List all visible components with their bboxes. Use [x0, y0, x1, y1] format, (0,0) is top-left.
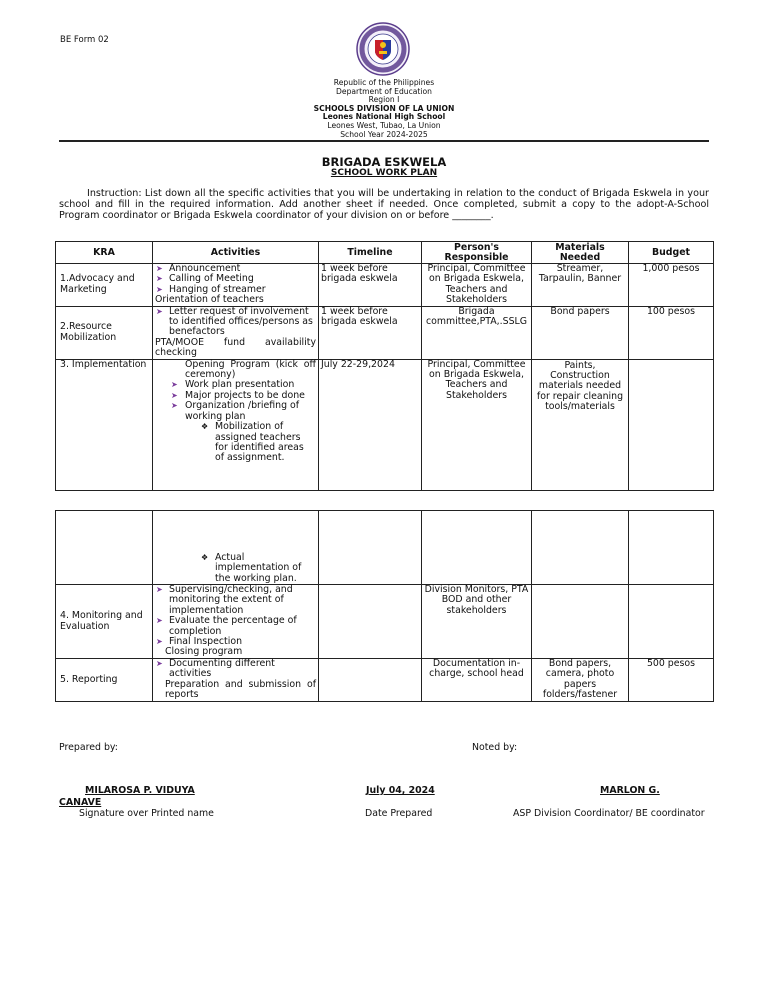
materials-cell: Bond papers, camera, photo papers folders/fastener — [532, 659, 629, 702]
timeline-cell: 1 week before brigada eskwela — [319, 306, 422, 359]
table-row — [56, 306, 714, 359]
table-header-row — [56, 242, 714, 264]
col-header-materials: Materials Needed — [532, 242, 629, 264]
noted-by-label: Noted by: — [472, 742, 518, 753]
list-item — [155, 422, 316, 464]
activity-text: Organization /briefing of working plan — [185, 400, 300, 422]
person-cell: Division Monitors, PTA BOD and other stakeholders — [422, 585, 532, 659]
activity-text: Work plan presentation — [185, 379, 295, 391]
page-subtitle: SCHOOL WORK PLAN — [330, 168, 438, 178]
kra-cell: 1.Advocacy and Marketing — [56, 264, 153, 307]
date-prepared-value: July 04, 2024 — [366, 785, 435, 796]
activity-text: Actual implementation of the working plan. — [215, 551, 302, 584]
list-item — [155, 659, 316, 680]
activity-text: Opening Program (kick off ceremony) — [185, 358, 316, 381]
arrow-bullet-icon: ➤ — [156, 637, 163, 647]
col-header-timeline: Timeline — [319, 242, 422, 264]
kra-cell: 5. Reporting — [56, 659, 153, 702]
activity-text: Mobilization of assigned teachers for identified areas of assignment. — [215, 421, 304, 464]
budget-cell: 100 pesos — [629, 306, 714, 359]
preparer-name-line — [59, 785, 219, 796]
header-block — [0, 79, 768, 139]
activity-text: Documenting different activities — [169, 658, 275, 680]
table-row — [56, 585, 714, 659]
materials-cell — [532, 511, 629, 585]
person-cell — [422, 511, 532, 585]
materials-cell: Bond papers — [532, 306, 629, 359]
timeline-cell — [319, 511, 422, 585]
header-address: Leones West, Tubao, La Union — [327, 120, 441, 130]
col-header-budget: Budget — [629, 242, 714, 264]
header-department: Department of Education — [336, 86, 432, 96]
budget-cell: 1,000 pesos — [629, 264, 714, 307]
activities-cell — [153, 659, 319, 702]
list-item — [155, 616, 316, 637]
list-item — [155, 401, 316, 422]
timeline-cell — [319, 659, 422, 702]
person-cell: Brigada committee,PTA,.SSLG — [422, 306, 532, 359]
list-item — [155, 553, 316, 584]
header-country: Republic of the Philippines — [333, 78, 435, 87]
person-cell: Principal, Committee on Brigada Eskwela, Teachers and Stakeholders — [422, 359, 532, 490]
materials-cell — [532, 585, 629, 659]
table-row — [56, 659, 714, 702]
activities-cell — [153, 306, 319, 359]
arrow-bullet-icon: ➤ — [156, 284, 163, 294]
materials-cell: Streamer, Tarpaulin, Banner — [532, 264, 629, 307]
person-cell: Documentation in-charge, school head — [422, 659, 532, 702]
timeline-cell — [319, 585, 422, 659]
noter-name: MARLON G. — [600, 785, 660, 796]
activity-text: Final Inspection — [169, 636, 243, 648]
header-school: Leones National High School — [322, 112, 446, 122]
person-cell: Principal, Committee on Brigada Eskwela, Teachers and Stakeholders — [422, 264, 532, 307]
activities-cell — [153, 511, 319, 585]
deped-seal-logo — [351, 22, 415, 76]
noter-caption: ASP Division Coordinator/ BE coordinator — [513, 808, 705, 819]
activities-cell — [153, 359, 319, 490]
activity-text: Closing program — [165, 646, 243, 658]
date-caption: Date Prepared — [365, 808, 433, 819]
col-header-activities: Activities — [153, 242, 319, 264]
page-title: BRIGADA ESKWELA — [321, 155, 447, 169]
preparer-caption: Signature over Printed name — [79, 808, 214, 819]
instruction-text — [59, 188, 709, 221]
activity-text: Hanging of streamer — [169, 283, 266, 295]
header-divider — [59, 140, 709, 142]
work-plan-table — [55, 241, 714, 491]
header-division: SCHOOLS DIVISION OF LA UNION — [313, 103, 455, 113]
activity-text: PTA/MOOE fund availability checking — [155, 336, 316, 359]
activity-text: Supervising/checking, and monitoring the extent of implementation — [169, 584, 293, 616]
noter-name-line — [562, 785, 668, 796]
kra-cell: 3. Implementation — [56, 359, 153, 490]
arrow-bullet-icon: ➤ — [156, 264, 163, 273]
form-number: BE Form 02 — [60, 35, 109, 45]
noter-name-surname: CANAVE — [59, 797, 102, 808]
arrow-bullet-icon: ➤ — [156, 659, 163, 668]
kra-cell: 2.Resource Mobilization — [56, 306, 153, 359]
list-item — [155, 585, 316, 616]
timeline-cell: 1 week before brigada eskwela — [319, 264, 422, 307]
kra-cell — [56, 511, 153, 585]
col-header-kra: KRA — [56, 242, 153, 264]
activities-cell — [153, 264, 319, 307]
arrow-bullet-icon: ➤ — [171, 401, 178, 411]
timeline-cell: July 22-29,2024 — [319, 359, 422, 490]
activity-text: Orientation of teachers — [155, 294, 264, 306]
list-item — [155, 307, 316, 338]
budget-cell — [629, 359, 714, 490]
arrow-bullet-icon: ➤ — [156, 585, 163, 594]
arrow-bullet-icon: ➤ — [156, 274, 163, 284]
noter-name-overflow — [59, 797, 131, 808]
diamond-bullet-icon: ❖ — [201, 552, 209, 562]
col-header-person: Person's Responsible — [422, 242, 532, 264]
budget-cell: 500 pesos — [629, 659, 714, 702]
budget-cell — [629, 585, 714, 659]
budget-cell — [629, 511, 714, 585]
diamond-bullet-icon: ❖ — [201, 422, 209, 432]
activity-text: Evaluate the percentage of completion — [169, 615, 297, 637]
header-region: Region I — [368, 95, 400, 105]
activity-text: Letter request of involvement to identified offices/persons as benefactors — [169, 305, 313, 338]
work-plan-table-continued — [55, 510, 714, 702]
kra-cell: 4. Monitoring and Evaluation — [56, 585, 153, 659]
activity-text: Major projects to be done — [185, 389, 305, 401]
activity-text: Preparation and submission of reports — [165, 678, 316, 701]
header-school-year: School Year 2024-2025 — [340, 129, 428, 139]
list-item — [155, 285, 316, 295]
activity-text: Calling of Meeting — [169, 273, 254, 285]
arrow-bullet-icon: ➤ — [156, 616, 163, 626]
arrow-bullet-icon: ➤ — [156, 306, 163, 316]
arrow-bullet-icon: ➤ — [171, 380, 178, 390]
table-row — [56, 511, 714, 585]
activities-cell — [153, 585, 319, 659]
prepared-by-label: Prepared by: — [59, 742, 118, 753]
activity-text: Announcement — [169, 263, 241, 274]
instruction-body: Instruction: List down all the specific activities that you will be undertaking in relation to the conduct of Brigada Eskwela in your school and fill in the required information. Add another sheet if needed. Once completed, submit a copy to the adopt-A-School Program coordinator or Brigada Eskwela coordinator of your division on or before ________. — [59, 188, 709, 221]
table-row — [56, 359, 714, 490]
table-row — [56, 264, 714, 307]
arrow-bullet-icon: ➤ — [171, 390, 178, 400]
preparer-name: MILAROSA P. VIDUYA — [85, 785, 195, 796]
date-prepared-line — [346, 785, 455, 796]
materials-cell: Paints, Construction materials needed for repair cleaning tools/materials — [532, 359, 629, 490]
list-item — [155, 637, 316, 647]
